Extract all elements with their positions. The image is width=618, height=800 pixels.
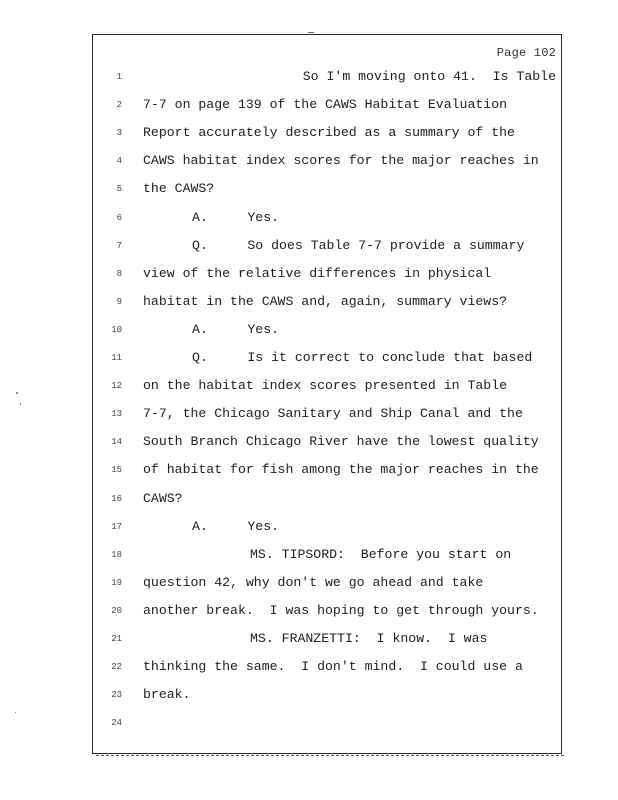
line-text: A. Yes. <box>192 321 280 337</box>
line-text: view of the relative differences in physical <box>143 265 492 281</box>
scan-speck <box>16 392 18 394</box>
transcript-line <box>0 574 618 594</box>
transcript-line <box>0 461 618 481</box>
scan-speck <box>15 712 16 713</box>
transcript-line <box>0 490 618 510</box>
line-text: A. Yes. <box>192 209 280 225</box>
transcript-line <box>0 68 618 88</box>
transcript-line <box>0 686 618 706</box>
line-number: 12 <box>111 381 122 392</box>
scan-speck <box>308 32 314 33</box>
transcript-line <box>0 602 618 622</box>
line-number: 3 <box>116 128 122 139</box>
line-text: of habitat for fish among the major reaches in the <box>143 462 539 478</box>
transcript-line <box>0 180 618 200</box>
line-text: Q. Is it correct to conclude that based <box>192 350 533 365</box>
transcript-line <box>0 209 618 229</box>
transcript-line <box>0 405 618 425</box>
line-number: 13 <box>111 409 122 420</box>
transcript-line <box>0 152 618 172</box>
line-text: another break. I was hoping to get through yours. <box>143 602 539 618</box>
transcript-line <box>0 433 618 453</box>
transcript-line <box>0 237 618 257</box>
line-text: habitat in the CAWS and, again, summary views? <box>143 293 508 309</box>
line-text: the CAWS? <box>143 181 215 197</box>
line-number: 10 <box>111 324 122 335</box>
line-number: 14 <box>111 437 122 448</box>
scan-speck <box>20 403 21 405</box>
line-number: 15 <box>111 465 122 476</box>
page-number: Page 102 <box>496 46 556 60</box>
line-text: MS. FRANZETTI: I know. I was <box>250 631 488 646</box>
line-number: 9 <box>116 296 122 307</box>
transcript-line <box>0 124 618 144</box>
line-text: South Branch Chicago River have the lowest quality <box>143 434 539 450</box>
line-text: So I'm moving onto 41. Is Table <box>302 69 556 84</box>
line-number: 6 <box>116 212 122 223</box>
line-number: 19 <box>111 577 122 588</box>
line-number: 5 <box>116 184 122 195</box>
line-number: 17 <box>111 521 122 532</box>
line-number: 24 <box>111 718 122 729</box>
line-text: CAWS? <box>143 490 183 506</box>
line-text: 7-7, the Chicago Sanitary and Ship Canal and the <box>143 406 523 422</box>
line-number: 21 <box>111 634 122 644</box>
transcript-line <box>0 714 618 734</box>
line-number: 2 <box>116 100 122 111</box>
transcript-line <box>0 518 618 538</box>
line-number: 20 <box>111 605 122 616</box>
line-number: 7 <box>116 240 122 251</box>
transcript-line <box>0 546 618 566</box>
line-text: A. Yes. <box>192 518 280 534</box>
transcript-line <box>0 293 618 313</box>
line-text: Q. So does Table 7-7 provide a summary <box>192 237 525 253</box>
line-text: MS. TIPSORD: Before you start on <box>250 546 512 562</box>
line-text: CAWS habitat index scores for the major reaches in <box>143 153 539 169</box>
transcript-line <box>0 630 618 650</box>
line-text: break. <box>143 687 191 703</box>
line-text: question 42, why don't we go ahead and take <box>143 574 484 590</box>
line-number: 16 <box>111 493 122 504</box>
line-text: 7-7 on page 139 of the CAWS Habitat Evaluation <box>143 97 508 113</box>
transcript-line <box>0 321 618 341</box>
line-text: on the habitat index scores presented in Table <box>143 378 508 394</box>
transcript-line <box>0 349 618 369</box>
line-text: Report accurately described as a summary of the <box>143 125 515 141</box>
line-number: 23 <box>111 690 122 701</box>
line-number: 11 <box>111 353 122 363</box>
line-number: 8 <box>116 268 122 279</box>
transcript-line <box>0 658 618 678</box>
page-bottom-edge <box>96 753 564 756</box>
line-number: 18 <box>111 549 122 560</box>
line-number: 1 <box>116 72 122 82</box>
line-number: 4 <box>116 156 122 167</box>
line-text: thinking the same. I don't mind. I could use a <box>143 659 523 675</box>
transcript-line <box>0 377 618 397</box>
transcript-line <box>0 265 618 285</box>
transcript-line <box>0 96 618 116</box>
line-number: 22 <box>111 662 122 673</box>
